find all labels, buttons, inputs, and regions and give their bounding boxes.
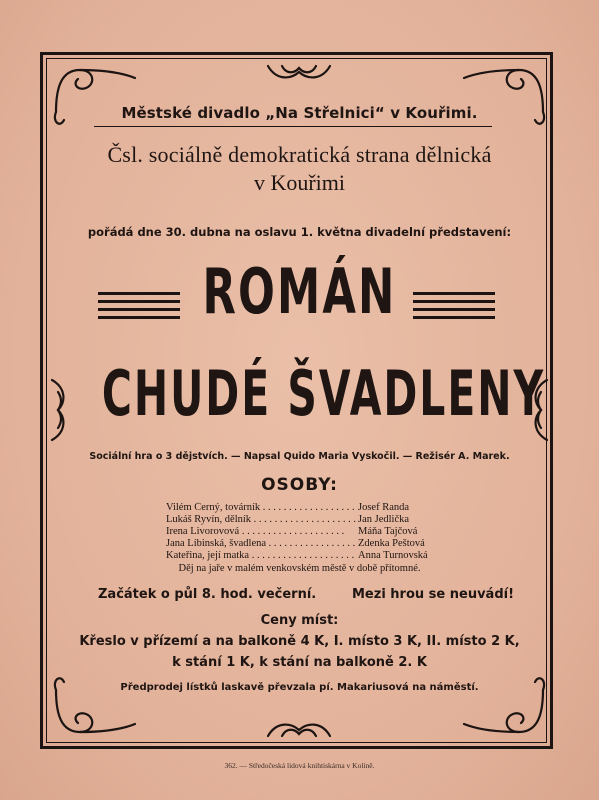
organizer-line-2: v Kouřimi xyxy=(253,170,346,195)
cast-actor: Zdenka Peštová xyxy=(358,538,425,549)
cast-heading: OSOBY: xyxy=(261,475,338,495)
cast-actor: Jan Jedlička xyxy=(358,514,410,525)
setting-note: Děj na jaře v malém venkovském městě v době přítomné. xyxy=(178,563,421,574)
cast-role: Vilém Černý, továrník . . . xyxy=(166,502,358,514)
prices-line-2: k stání 1 K, k stání na balkoně 2. K xyxy=(172,655,427,670)
prices-heading: Ceny míst: xyxy=(260,613,339,628)
organizer-line-1: Čsl. sociálně demokratická strana dělnická xyxy=(107,142,492,167)
cast-list xyxy=(166,502,456,562)
prices-line-1: Křeslo v přízemí a na balkoně 4 K, I. místo 3 K, II. místo 2 K, xyxy=(79,634,520,649)
cast-row xyxy=(166,550,456,562)
cast-role: Lukáš Ryvín, dělník . . . xyxy=(166,514,358,526)
venue-underline xyxy=(94,126,492,127)
cast-actor: Josef Randa xyxy=(358,502,410,513)
cast-actor: Anna Turnovská xyxy=(358,550,428,561)
cast-row xyxy=(166,526,456,538)
play-subtitle: Sociální hra o 3 dějstvích. — Napsal Quido Maria Vyskočil. — Režisér A. Marek. xyxy=(89,451,510,462)
presale-note: Předprodej lístků laskavě převzala pí. Makariusová na náměstí. xyxy=(120,682,479,693)
cast-row xyxy=(166,538,456,550)
cast-actor: Máňa Tajčová xyxy=(358,526,418,537)
no-pause-note: Mezi hrou se neuvádí! xyxy=(352,587,515,602)
cast-row xyxy=(166,502,456,514)
venue-heading: Městské divadlo „Na Střelnici“ v Kouřimi. xyxy=(121,104,478,122)
play-title-line-1: ROMÁN xyxy=(202,255,397,328)
play-title-line-2: CHUDÉ ŠVADLENY xyxy=(101,357,546,430)
printer-imprint: 362. — Středočeská lidová knihtiskárna v Kolíně. xyxy=(224,761,375,770)
start-time: Začátek o půl 8. hod. večerní. xyxy=(98,587,317,602)
cast-role: Jana Líbinská, švadlena . . . xyxy=(166,538,358,550)
cast-role: Irena Livorovová . . . xyxy=(166,526,358,538)
cast-row xyxy=(166,514,456,526)
cast-role: Kateřina, její matka . . . xyxy=(166,550,358,562)
presents-line: pořádá dne 30. dubna na oslavu 1. května divadelní představení: xyxy=(87,225,512,239)
